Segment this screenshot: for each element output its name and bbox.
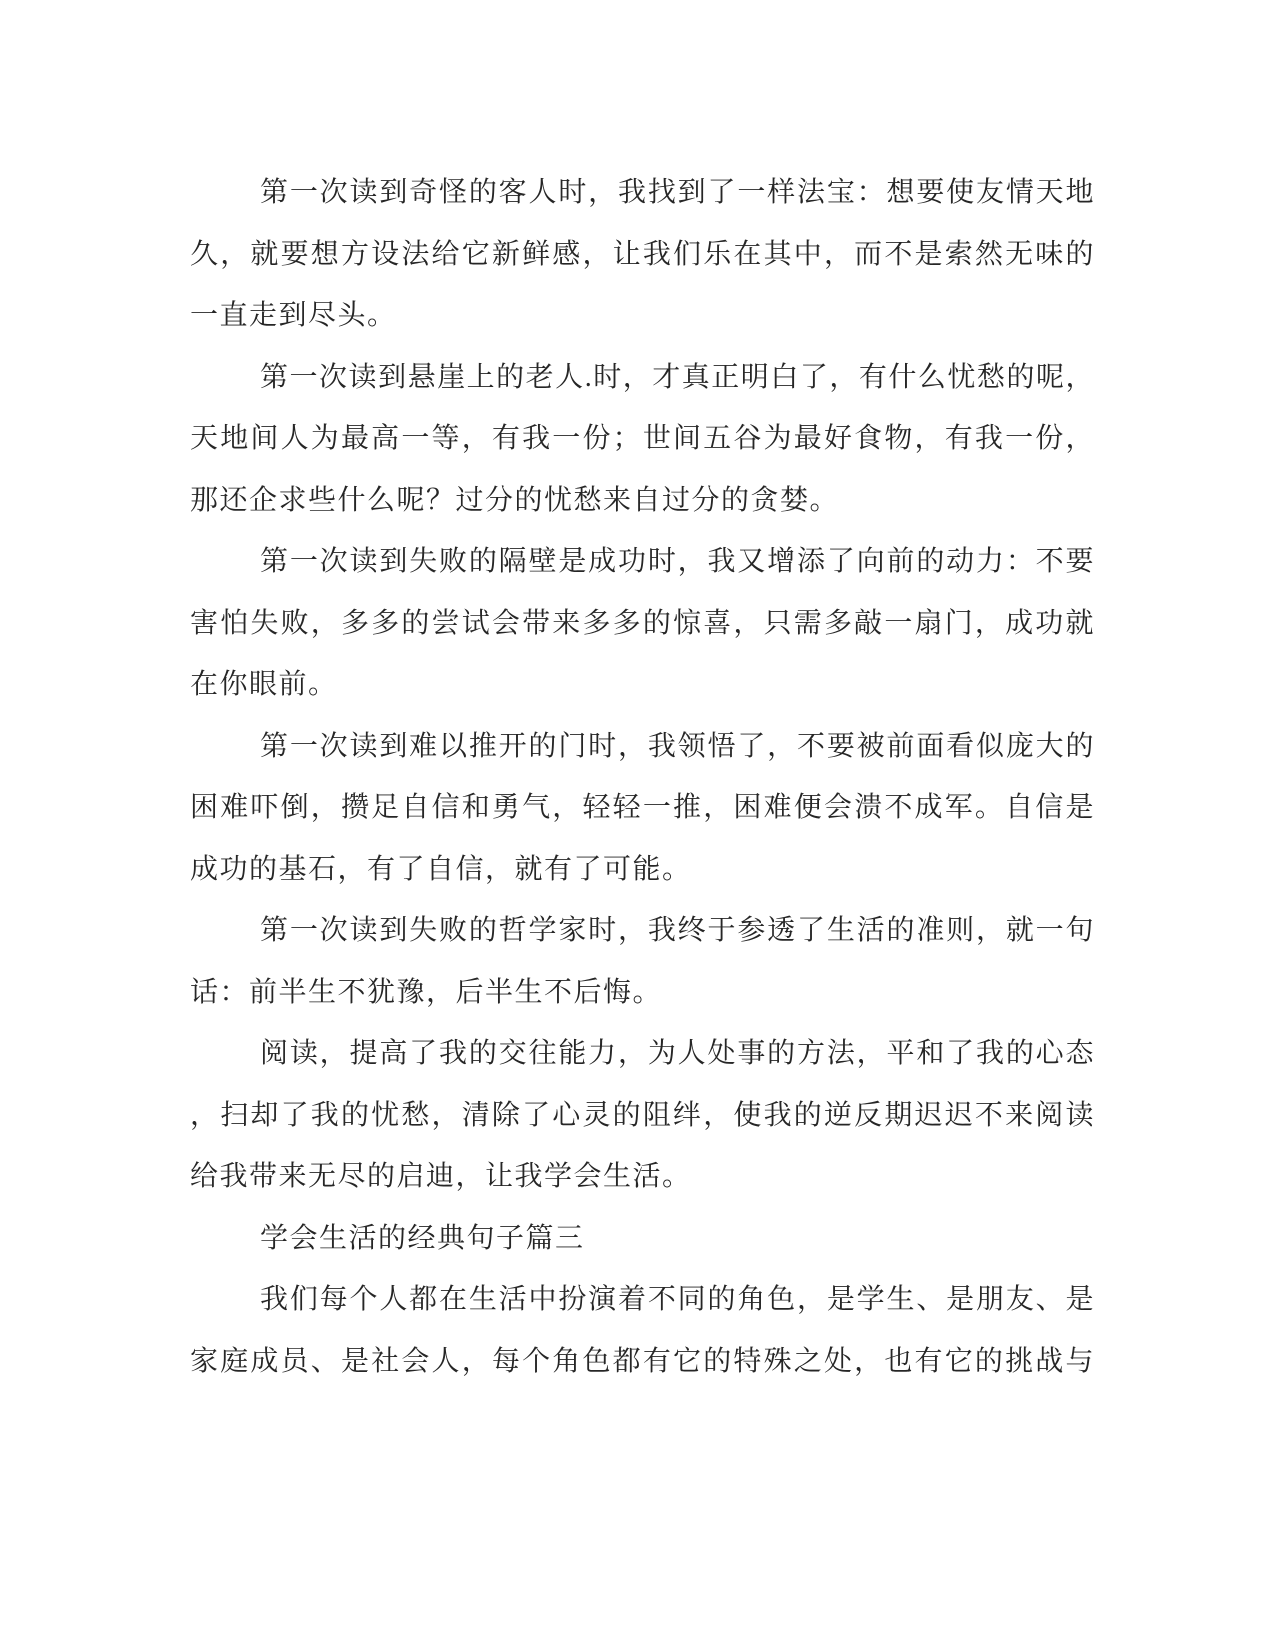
document-text: [190, 162, 1095, 1392]
text-line: 成功的基石，有了自信，就有了可能。: [190, 853, 692, 885]
text-line: 在你眼前。: [190, 669, 338, 700]
text-line: 久，就要想方设法给它新鲜感，让我们乐在其中，而不是索然无味的: [190, 238, 1095, 270]
text-line: 阅读，提高了我的交往能力，为人处事的方法，平和了我的心态: [260, 1038, 1095, 1069]
paragraph: [190, 347, 1095, 532]
text-line: 一直走到尽头。: [190, 300, 397, 331]
text-line: 第一次读到失败的哲学家时，我终于参透了生活的准则，就一句: [260, 915, 1095, 946]
paragraph: [190, 1023, 1095, 1208]
text-line: 话：前半生不犹豫，后半生不后悔。: [190, 976, 663, 1008]
paragraph: [190, 716, 1095, 901]
text-line: 害怕失败，多多的尝试会带来多多的惊喜，只需多敲一扇门，成功就: [190, 607, 1095, 639]
section-heading: [190, 1208, 1095, 1270]
text-line: 第一次读到难以推开的门时，我领悟了，不要被前面看似庞大的: [260, 730, 1095, 762]
text-line: 困难吓倒，攒足自信和勇气，轻轻一推，困难便会溃不成军。自信是: [190, 792, 1095, 823]
text-line: 家庭成员、是社会人，每个角色都有它的特殊之处，也有它的挑战与: [190, 1345, 1095, 1377]
paragraph: [190, 1269, 1095, 1392]
text-line: ，扫却了我的忧愁，清除了心灵的阻绊，使我的逆反期迟迟不来阅读: [190, 1099, 1095, 1131]
text-line: 我们每个人都在生活中扮演着不同的角色，是学生、是朋友、是: [260, 1284, 1095, 1315]
text-line: 天地间人为最高一等，有我一份；世间五谷为最好食物，有我一份，: [190, 423, 1095, 454]
paragraph: [190, 162, 1095, 347]
text-line: 第一次读到失败的隔壁是成功时，我又增添了向前的动力：不要: [260, 546, 1095, 577]
text-line: 第一次读到奇怪的客人时，我找到了一样法宝：想要使友情天地: [260, 177, 1095, 208]
text-line: 给我带来无尽的启迪，让我学会生活。: [190, 1161, 692, 1192]
section-title-line: 学会生活的经典句子篇三: [260, 1222, 585, 1254]
text-line: 第一次读到悬崖上的老人.时，才真正明白了，有什么忧愁的呢，: [260, 361, 1095, 393]
paragraph: [190, 900, 1095, 1023]
paragraph: [190, 531, 1095, 716]
text-line: 那还企求些什么呢？过分的忧愁来自过分的贪婪。: [190, 484, 840, 516]
